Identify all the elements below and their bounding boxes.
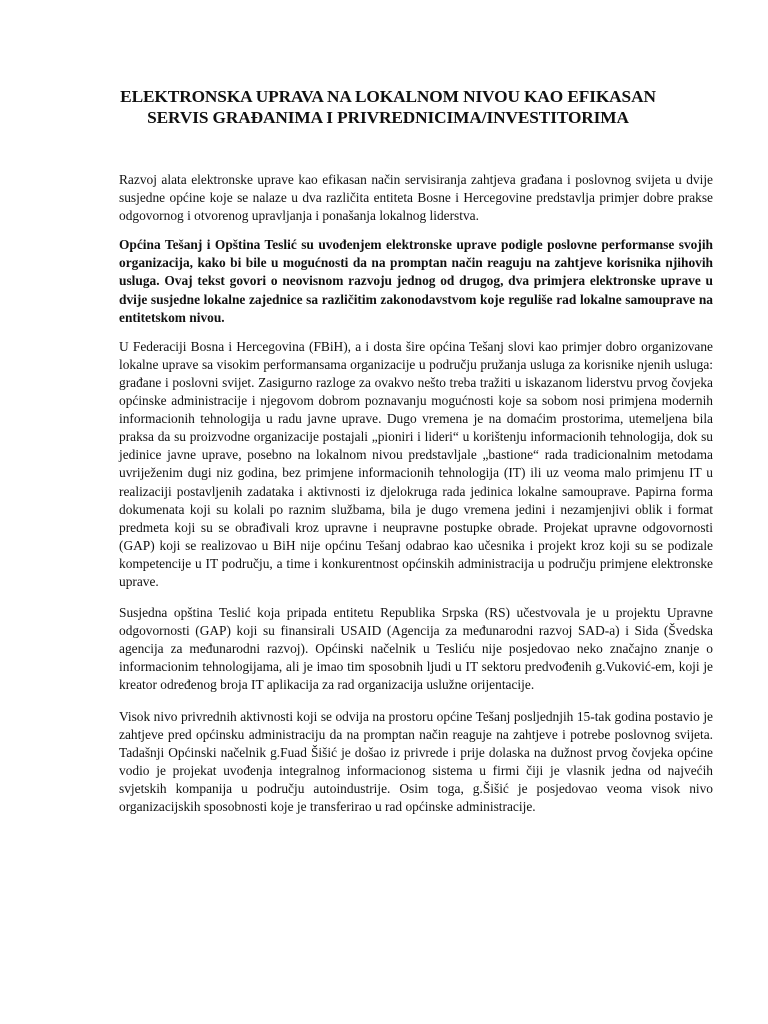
paragraph-teslic: Susjedna opština Teslić koja pripada entitetu Republika Srpska (RS) učestvovala je u projektu Upravne odgovornosti (GAP) koji su finansirali USAID (Agencija za međunarodni razvoj SAD-a) i Sida (Švedska agencija za međunarodni razvoj). Općinski načelnik u Tesliću nije posjedovao neko značajno znanje o informacionim tehnologijama, ali je imao tim sposobnih ljudi u IT sektoru predvođenih g.Vuković-em, koji je kreator određenog broja IT aplikacija za rad organizacija uslužne orijentacije. bbox=[119, 605, 713, 693]
paragraph-tesanj: U Federaciji Bosna i Hercegovina (FBiH), a i dosta šire općina Tešanj slovi kao primjer dobro organizovane lokalne uprave sa visokim performansama organizacije u području pružanja usluga za korisnike njenih usluga: građane i poslovni svijet. Zasigurno razloge za ovakvo nešto treba tražiti u iskazanom liderstvu prvog čovjeka općinske administracije i njegovom dobrom poznavanju mogućnosti koje sa sobom nosi primjena modernih informacionih tehnologija u radu javne uprave. Dugo vremena je na domaćim prostorima, utemeljena bila praksa da su proizvodne organizacije postajali „pioniri i lideri“ u korištenju informacionih tehnologija, dok su jedinice javne uprave, posebno na lokalnom nivou predstavljale „bastione“ rada tradicionalnim metodama uvriježenim dugi niz godina, bez primjene informacionih tehnologija (IT) ili uz veoma malo primjenu IT u realizaciji postavljenih zadataka i aktivnosti iz djelokruga rada jedinica lokalne samouprave. Papirna forma dokumenata koji su kolali po raznim službama, bila je dugo vremena jedini i nezamjenjivi oblik i format predmeta koji su se obrađivali kroz upravne i neupravne postupke obrade. Projekat upravne odgovornosti (GAP) koji se realizovao u BiH nije općinu Tešanj odabrao kao učesnika i projekt kroz koji su se podizale kompetencije u IT području, a time i konkurentnost općinskih administracija u području primjene elektronske uprave. bbox=[119, 338, 713, 589]
title-line-2: SERVIS GRAĐANIMA I PRIVREDNICIMA/INVESTITORIMA bbox=[147, 108, 629, 127]
document-title bbox=[100, 86, 676, 128]
paragraph-intro: Razvoj alata elektronske uprave kao efikasan način servisiranja zahtjeva građana i poslovnog svijeta u dvije susjedne općine koje se nalaze u dva različita entiteta Bosne i Hercegovine predstavlja primjer dobre prakse odgovornog i otvorenog upravljanja i ponašanja lokalnog liderstva. bbox=[119, 172, 713, 224]
document-body bbox=[119, 171, 713, 827]
paragraph-economy: Visok nivo privrednih aktivnosti koji se odvija na prostoru općine Tešanj posljednjih 15-tak godina postavio je zahtjeve pred općinsku administraciju da na promptan način reaguje na zahtjeve i potrebe poslovnog svijeta. Tadašnji Općinski načelnik g.Fuad Šišić je došao iz privrede i prije dolaska na dužnost prvog čovjeka općine vodio je projekat uvođenja integralnog informacionog sistema u firmi čiji je vlasnik jedna od najvećih svjetskih kompanija u području autoindustrije. Osim toga, g.Šišić je posjedovao veoma visok nivo organizacijskih sposobnosti koje je transferirao u rad općinske administracije. bbox=[119, 708, 713, 814]
title-line-1: ELEKTRONSKA UPRAVA NA LOKALNOM NIVOU KAO EFIKASAN bbox=[120, 87, 656, 106]
paragraph-summary: Općina Tešanj i Opština Teslić su uvođenjem elektronske uprave podigle poslovne performanse svojih organizacija, kako bi bile u mogućnosti da na promptan način reaguju na zahtjeve korisnika njihovih usluga. Ovaj tekst govori o neovisnom razvoju jednog od drugog, dva primjera elektronske uprave u dvije susjedne lokalne zajednice sa različitim zakonodavstvom koje reguliše rad lokalne samouprave na entitetskom nivou. bbox=[119, 237, 713, 325]
